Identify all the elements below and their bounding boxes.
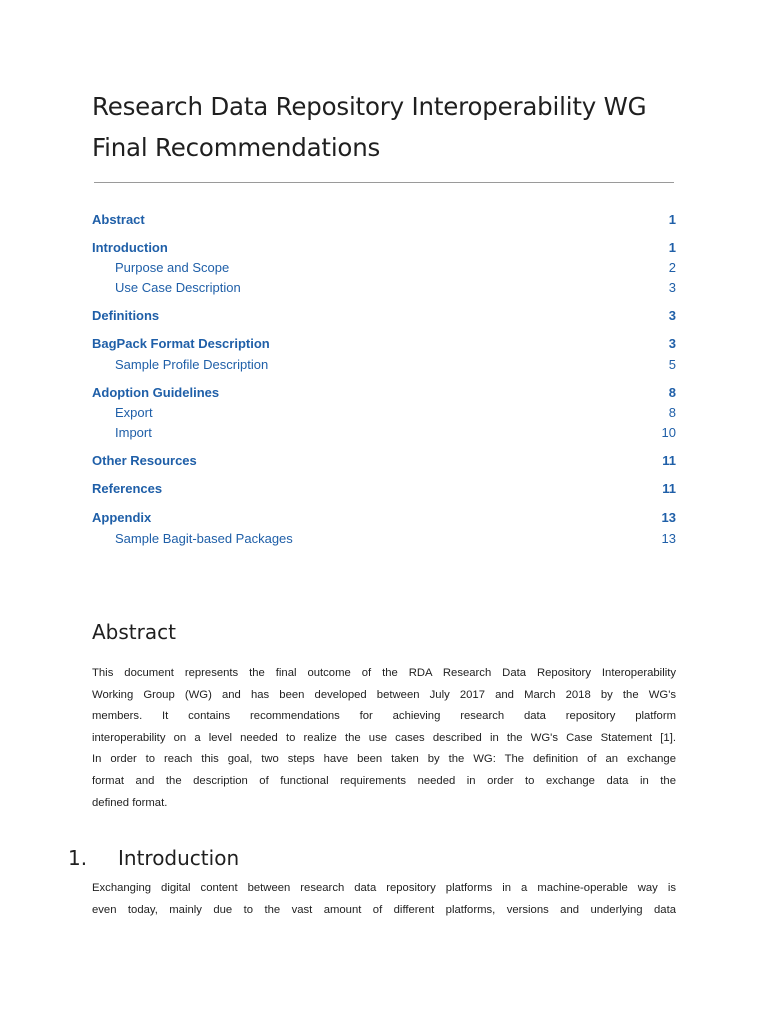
toc-entry-purpose-and-scope[interactable] (92, 258, 676, 278)
document-title (92, 86, 692, 168)
toc-entry-label: Purpose and Scope (115, 260, 230, 275)
abstract-line: members. It contains recommendations for achieving research data repository platform (92, 710, 676, 723)
toc-entry-label: Import (115, 425, 152, 440)
toc-entry-bagpack-format-description[interactable] (92, 334, 676, 354)
toc-entry-page: 1 (668, 240, 676, 255)
toc-entry-label: Definitions (92, 308, 160, 323)
abstract-line: format and the description of functional requirements needed in order to exchange data in the (92, 774, 676, 787)
toc-entry-appendix[interactable] (92, 508, 676, 528)
toc-entry-label: Other Resources (92, 453, 197, 468)
title-divider (94, 182, 674, 183)
toc-entry-page: 3 (668, 336, 676, 351)
introduction-line: even today, mainly due to the vast amount of different platforms, versions and underlying data (92, 903, 676, 916)
toc-entry-sample-profile-description[interactable] (92, 355, 676, 375)
toc-entry-import[interactable] (92, 423, 676, 443)
toc-entry-page: 11 (662, 453, 676, 468)
abstract-line: In order to reach this goal, two steps have been taken by the WG: The definition of an exchange (92, 753, 676, 766)
toc-entry-label: Sample Bagit-based Packages (115, 531, 293, 546)
toc-entry-references[interactable] (92, 479, 676, 499)
toc-entry-page: 5 (668, 357, 676, 372)
toc-entry-adoption-guidelines[interactable] (92, 383, 676, 403)
toc-entry-label: References (92, 481, 163, 496)
toc-entry-page: 2 (668, 260, 676, 275)
toc-entry-page: 8 (668, 405, 676, 420)
toc-entry-page: 13 (661, 531, 676, 546)
toc-entry-page: 8 (668, 385, 676, 400)
toc-entry-page: 11 (662, 481, 676, 496)
toc-entry-page: 10 (661, 425, 676, 440)
toc-entry-page: 3 (668, 280, 676, 295)
toc-entry-page: 13 (661, 510, 676, 525)
toc-entry-export[interactable] (92, 403, 676, 423)
toc-entry-label: Abstract (92, 212, 145, 227)
toc-entry-use-case-description[interactable] (92, 278, 676, 298)
introduction-paragraph (92, 878, 676, 921)
toc-entry-sample-bagit-based-packages[interactable] (92, 529, 676, 549)
abstract-heading: Abstract (92, 620, 176, 644)
toc-entry-label: Appendix (92, 510, 152, 525)
abstract-paragraph (92, 663, 676, 814)
toc-entry-label: Sample Profile Description (115, 357, 269, 372)
abstract-line: defined format. (92, 796, 168, 809)
toc-entry-label: Use Case Description (115, 280, 241, 295)
toc-entry-label: Export (115, 405, 153, 420)
toc-entry-other-resources[interactable] (92, 451, 676, 471)
toc-entry-label: Introduction (92, 240, 168, 255)
toc-entry-label: BagPack Format Description (92, 336, 270, 351)
abstract-line: Working Group (WG) and has been developed between July 2017 and March 2018 by the WG's (92, 688, 676, 701)
section-number: 1. (68, 846, 88, 870)
title-line-2: Final Recommendations (92, 133, 381, 162)
toc-entry-introduction[interactable] (92, 238, 676, 258)
toc-entry-abstract[interactable] (92, 210, 676, 230)
introduction-line: Exchanging digital content between research data repository platforms in a machine-operable way is (92, 882, 676, 894)
toc-entry-label: Adoption Guidelines (92, 385, 220, 400)
abstract-line: interoperability on a level needed to realize the use cases described in the WG's Case Statement [1]. (92, 731, 676, 744)
title-line-1: Research Data Repository Interoperability WG (92, 92, 647, 121)
toc-entry-definitions[interactable] (92, 306, 676, 326)
section-title: Introduction (118, 846, 240, 870)
toc-entry-page: 3 (668, 308, 676, 323)
abstract-line: This document represents the final outcome of the RDA Research Data Repository Interoperability (92, 667, 676, 679)
introduction-heading (68, 842, 239, 874)
toc-entry-page: 1 (668, 212, 676, 227)
